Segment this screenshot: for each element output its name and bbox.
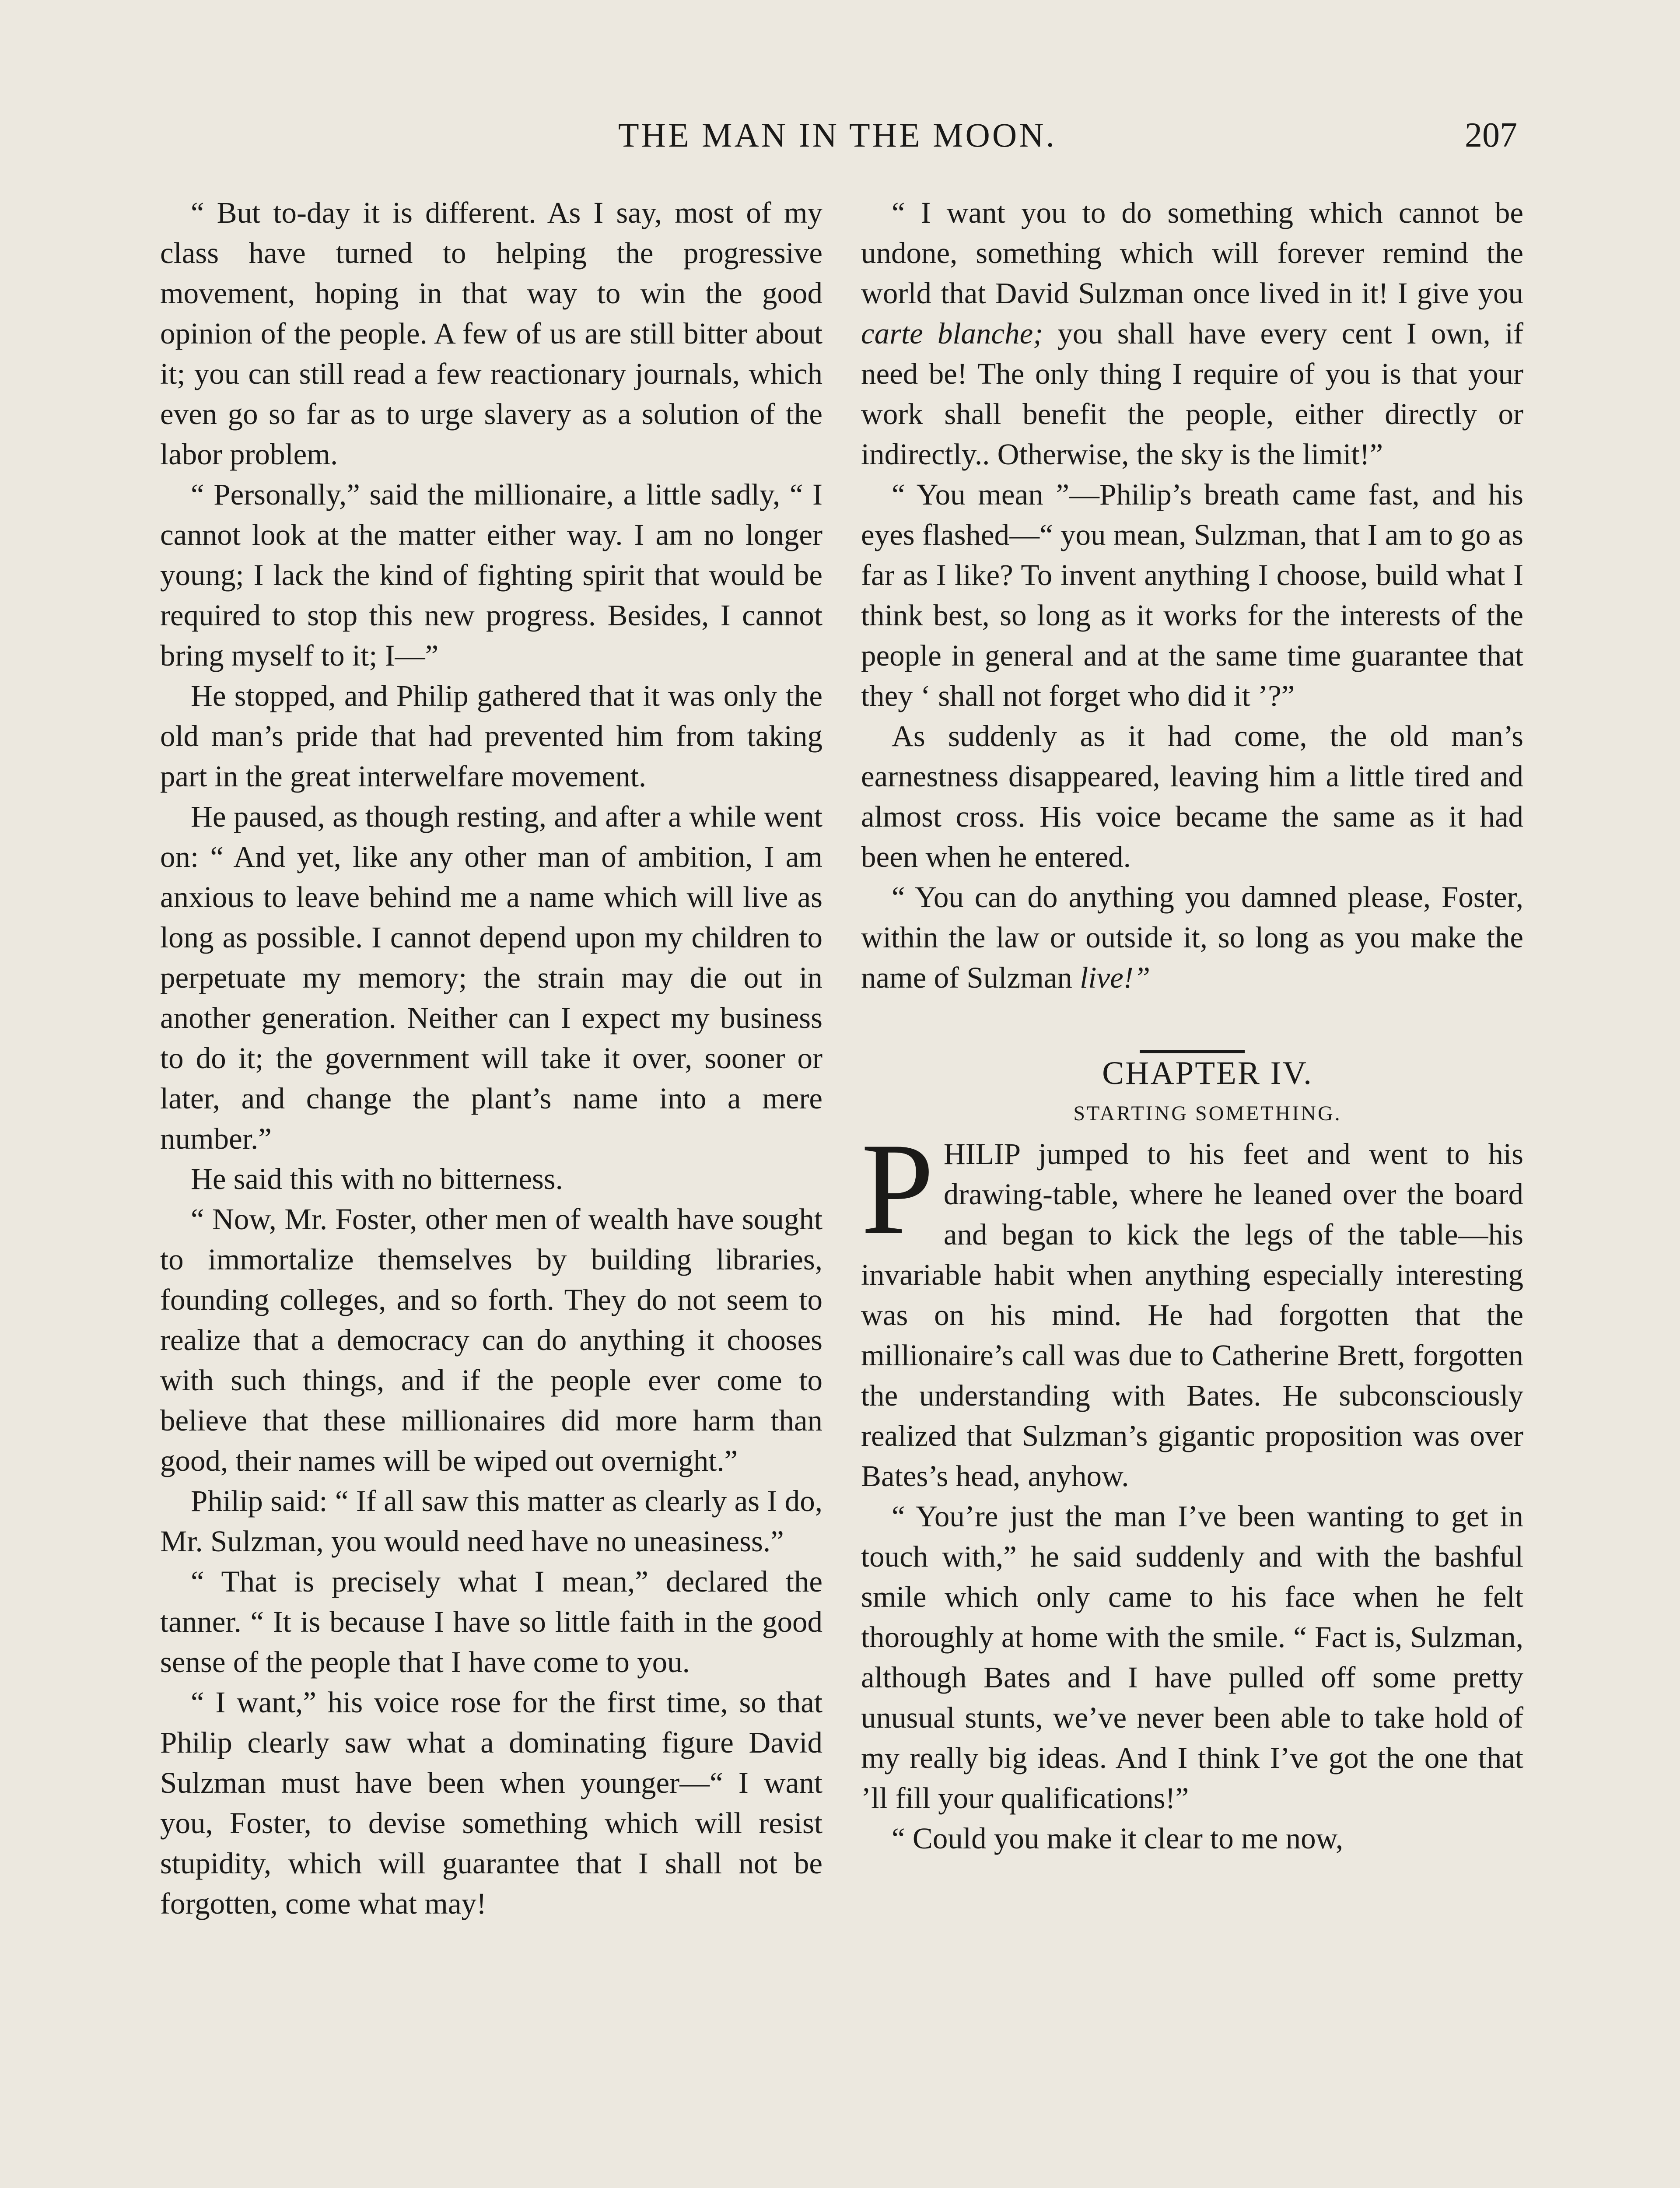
paragraph: “ That is precisely what I mean,” declared the tanner. “ It is because I have so little faith in the good sense of the people that I have come to you. <box>160 1565 822 1679</box>
paragraph: “ But to-day it is different. As I say, most of my class have turned to helping the progressive movement, hoping in that way to win the good opinion of the people. A few of us are still bitter about it; you can still read a few reactionary journals, which even go so far as to urge slavery as a solution of the labor problem. <box>160 196 822 471</box>
right-column <box>861 193 1523 1858</box>
italic-text: carte blanche; <box>861 317 1043 350</box>
section-divider <box>1140 1050 1245 1053</box>
paragraph: He stopped, and Philip gathered that it was only the old man’s pride that had prevented him from taking part in the great interwelfare movement. <box>160 679 822 793</box>
text-run: HILIP <box>943 1137 1020 1171</box>
text-run: you shall have every cent I own, if need be! The only thing I require of you is that your work shall benefit the people, either directly or indirectly.. Otherwise, the sky is the limit!” <box>861 317 1523 471</box>
paragraph: “ Could you make it clear to me now, <box>892 1822 1344 1855</box>
text-run: jumped to his feet and went to his drawing-table, where he leaned over the board and began to kick the legs of the table—his invariable habit when anything especially interesting was on his mind. He had forgotten that the millionaire’s call was due to Catherine Brett, forgotten the understanding with Bates. He subconsciously realized that Sulzman’s gigantic proposition was over Bates’s head, anyhow. <box>861 1137 1523 1493</box>
paragraph: He paused, as though resting, and after a while went on: “ And yet, like any other man of ambition, I am anxious to leave behind me a name which will live as long as possible. I cannot depend upon my children to perpetuate my memory; the strain may die out in another generation. Neither can I expect my business to do it; the government will take it over, sooner or later, and change the plant’s name into a mere number.” <box>160 800 822 1155</box>
paragraph: He said this with no bitterness. <box>191 1162 563 1196</box>
paragraph: “ Personally,” said the millionaire, a little sadly, “ I cannot look at the matter either way. I am no longer young; I lack the kind of fighting spirit that would be required to stop this new progress. Besides, I cannot bring myself to it; I—” <box>160 478 822 672</box>
page-number: 207 <box>1465 116 1517 154</box>
text-run: “ You can do anything you damned please, Foster, within the law or outside it, so long as you make the name of Sulzman <box>861 880 1523 994</box>
chapter-subtitle: STARTING SOMETHING. <box>1073 1102 1342 1125</box>
text-run: “ I want you to do something which cannot be undone, something which will forever remind the world that David Sulzman once lived in it! I give you <box>861 196 1523 310</box>
paragraph <box>861 1116 1523 1496</box>
left-column <box>160 193 822 1924</box>
paragraph: “ You’re just the man I’ve been wanting to get in touch with,” he said suddenly and with the bashful smile which only came to his face when he felt thoroughly at home with the smile. “ Fact is, Sulzman, although Bates and I have pulled off some pretty unusual stunts, we’ve never been able to take hold of my really big ideas. And I think I’ve got the one that ’ll fill your qualifications!” <box>861 1500 1523 1815</box>
drop-cap: P <box>861 1116 934 1261</box>
paragraph: As suddenly as it had come, the old man’s earnestness disappeared, leaving him a little tired and almost cross. His voice became the same as it had been when he entered. <box>861 719 1523 873</box>
page-header <box>158 109 1517 166</box>
paragraph <box>861 877 1523 998</box>
paragraph: “ Now, Mr. Foster, other men of wealth have sought to immortalize themselves by building libraries, founding colleges, and so forth. They do not seem to realize that a democracy can do anything it chooses with such things, and if the people ever come to believe that these millionaires did more harm than good, their names will be wiped out overnight.” <box>160 1203 822 1477</box>
italic-text: live!” <box>1080 961 1151 994</box>
paragraph: Philip said: “ If all saw this matter as clearly as I do, Mr. Sulzman, you would need have no uneasiness.” <box>160 1484 822 1558</box>
chapter-title: CHAPTER IV. <box>1102 1055 1313 1091</box>
paragraph: “ You mean ”—Philip’s breath came fast, and his eyes flashed—“ you mean, Sulzman, that I am to go as far as I like? To invent anything I choose, build what I think best, so long as it works for the interests of the people in general and at the same time guarantee that they ‘ shall not forget who did it ’?” <box>861 478 1523 712</box>
running-title: THE MAN IN THE MOON. <box>618 116 1057 154</box>
paragraph: “ I want,” his voice rose for the first time, so that Philip clearly saw what a dominating figure David Sulzman must have been when younger—“ I want you, Foster, to devise something which will resist stupidity, which will guarantee that I shall not be forgotten, come what may! <box>160 1686 822 1920</box>
paragraph <box>861 193 1523 474</box>
